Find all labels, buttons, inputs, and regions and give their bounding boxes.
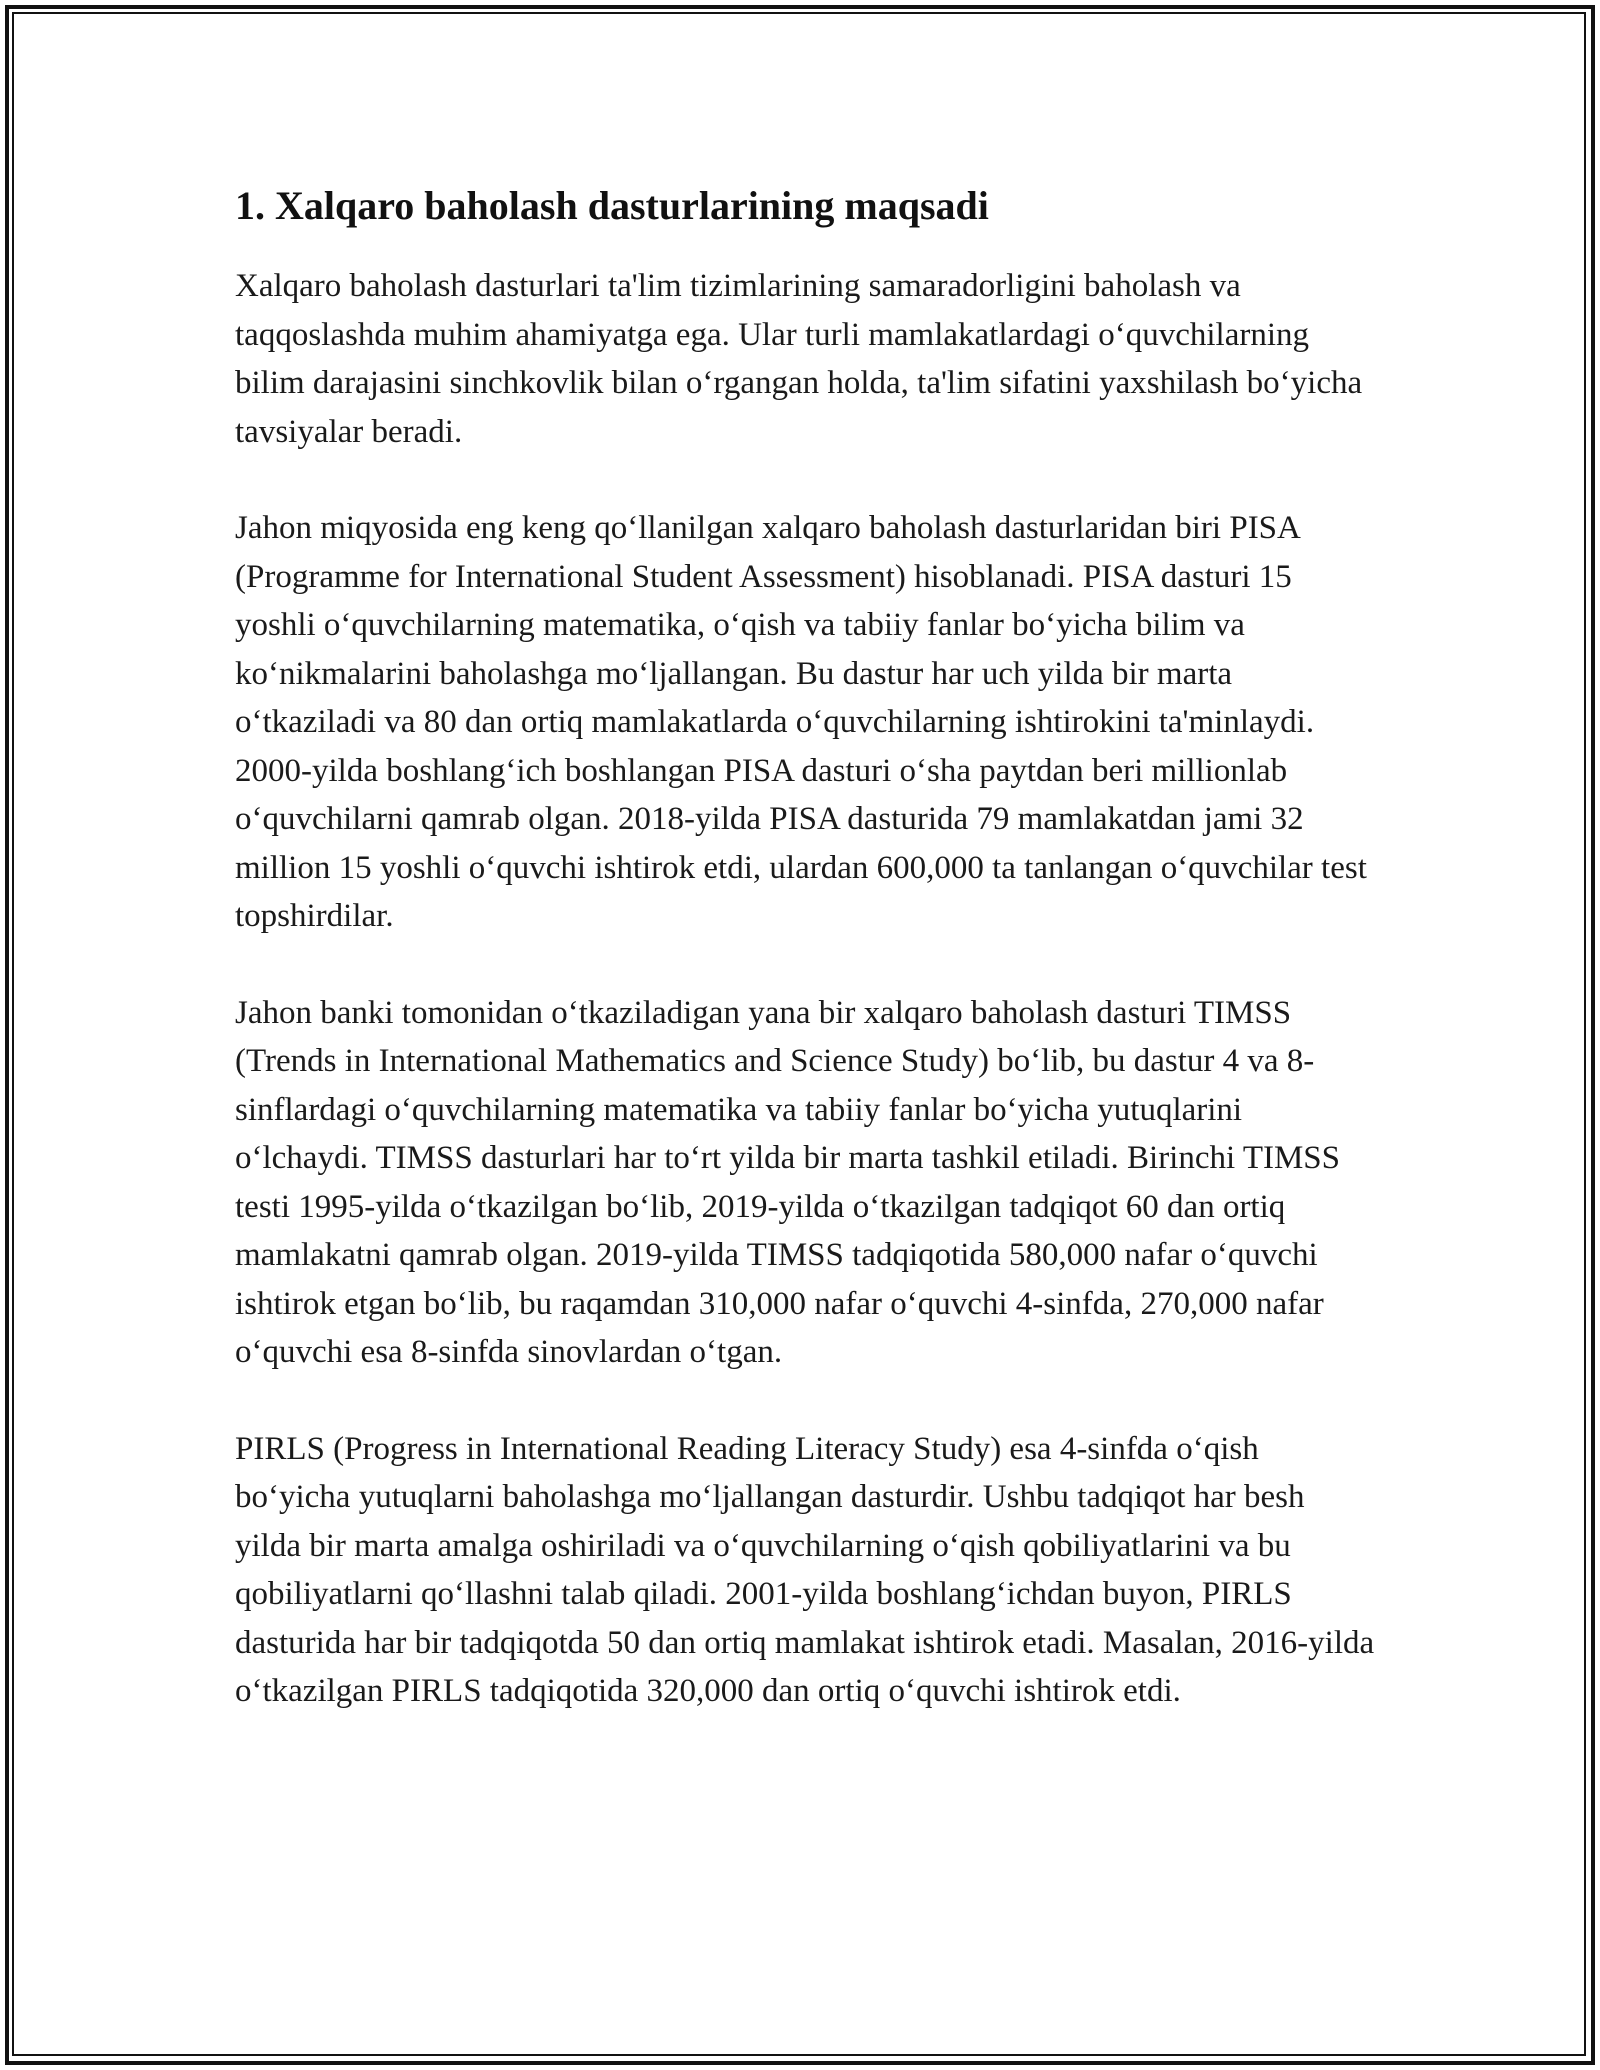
section-heading: 1. Xalqaro baholash dasturlarining maqsadi [235, 183, 989, 228]
paragraph-pirls: PIRLS (Progress in International Reading Literacy Study) esa 4-sinfda o‘qish bo‘yicha yutuqlarni baholashga mo‘ljallangan dasturdir. Ushbu tadqiqot har besh yilda bir marta amalga oshiriladi va o‘quvchilarning o‘qish qobiliyatlarini va bu qobiliyatlarni qo‘llashni talab qiladi. 2001-yilda boshlang‘ichdan buyon, PIRLS dasturida har bir tadqiqotda 50 dan ortiq mamlakat ishtirok etadi. Masalan, 2016-yilda o‘tkazilgan PIRLS tadqiqotida 320,000 dan ortiq o‘quvchi ishtirok etdi. [235, 1430, 1375, 1709]
paragraph-pisa: Jahon miqyosida eng keng qo‘llanilgan xalqaro baholash dasturlaridan biri PISA (Programme for International Student Assessment) hisoblanadi. PISA dasturi 15 yoshli o‘quvchilarning matematika, o‘qish va tabiiy fanlar bo‘yicha bilim va ko‘nikmalarini baholashga mo‘ljallangan. Bu dastur har uch yilda bir marta o‘tkaziladi va 80 dan ortiq mamlakatlarda o‘quvchilarning ishtirokini ta'minlaydi. 2000-yilda boshlang‘ich boshlangan PISA dasturi o‘sha paytdan beri millionlab o‘quvchilarni qamrab olgan. 2018-yilda PISA dasturida 79 mamlakatdan jami 32 million 15 yoshli o‘quvchi ishtirok etdi, ulardan 600,000 ta tanlangan o‘quvchilar test topshirdilar. [235, 510, 1367, 934]
paragraph-timss: Jahon banki tomonidan o‘tkaziladigan yana bir xalqaro baholash dasturi TIMSS (Trends in International Mathematics and Science Study) bo‘lib, bu dastur 4 va 8-sinflardagi o‘quvchilarning matematika va tabiiy fanlar bo‘yicha yutuqlarini o‘lchaydi. TIMSS dasturlari har to‘rt yilda bir marta tashkil etiladi. Birinchi TIMSS testi 1995-yilda o‘tkazilgan bo‘lib, 2019-yilda o‘tkazilgan tadqiqot 60 dan ortiq mamlakatni qamrab olgan. 2019-yilda TIMSS tadqiqotida 580,000 nafar o‘quvchi ishtirok etgan bo‘lib, bu raqamdan 310,000 nafar o‘quvchi 4-sinfda, 270,000 nafar o‘quvchi esa 8-sinfda sinovlardan o‘tgan. [235, 994, 1341, 1370]
paragraph-intro: Xalqaro baholash dasturlari ta'lim tizimlarining samaradorligini baholash va taqqoslashda muhim ahamiyatga ega. Ular turli mamlakatlardagi o‘quvchilarning bilim darajasini sinchkovlik bilan o‘rgangan holda, ta'lim sifatini yaxshilash bo‘yicha tavsiyalar beradi. [235, 268, 1363, 450]
document-body [235, 180, 1375, 1764]
